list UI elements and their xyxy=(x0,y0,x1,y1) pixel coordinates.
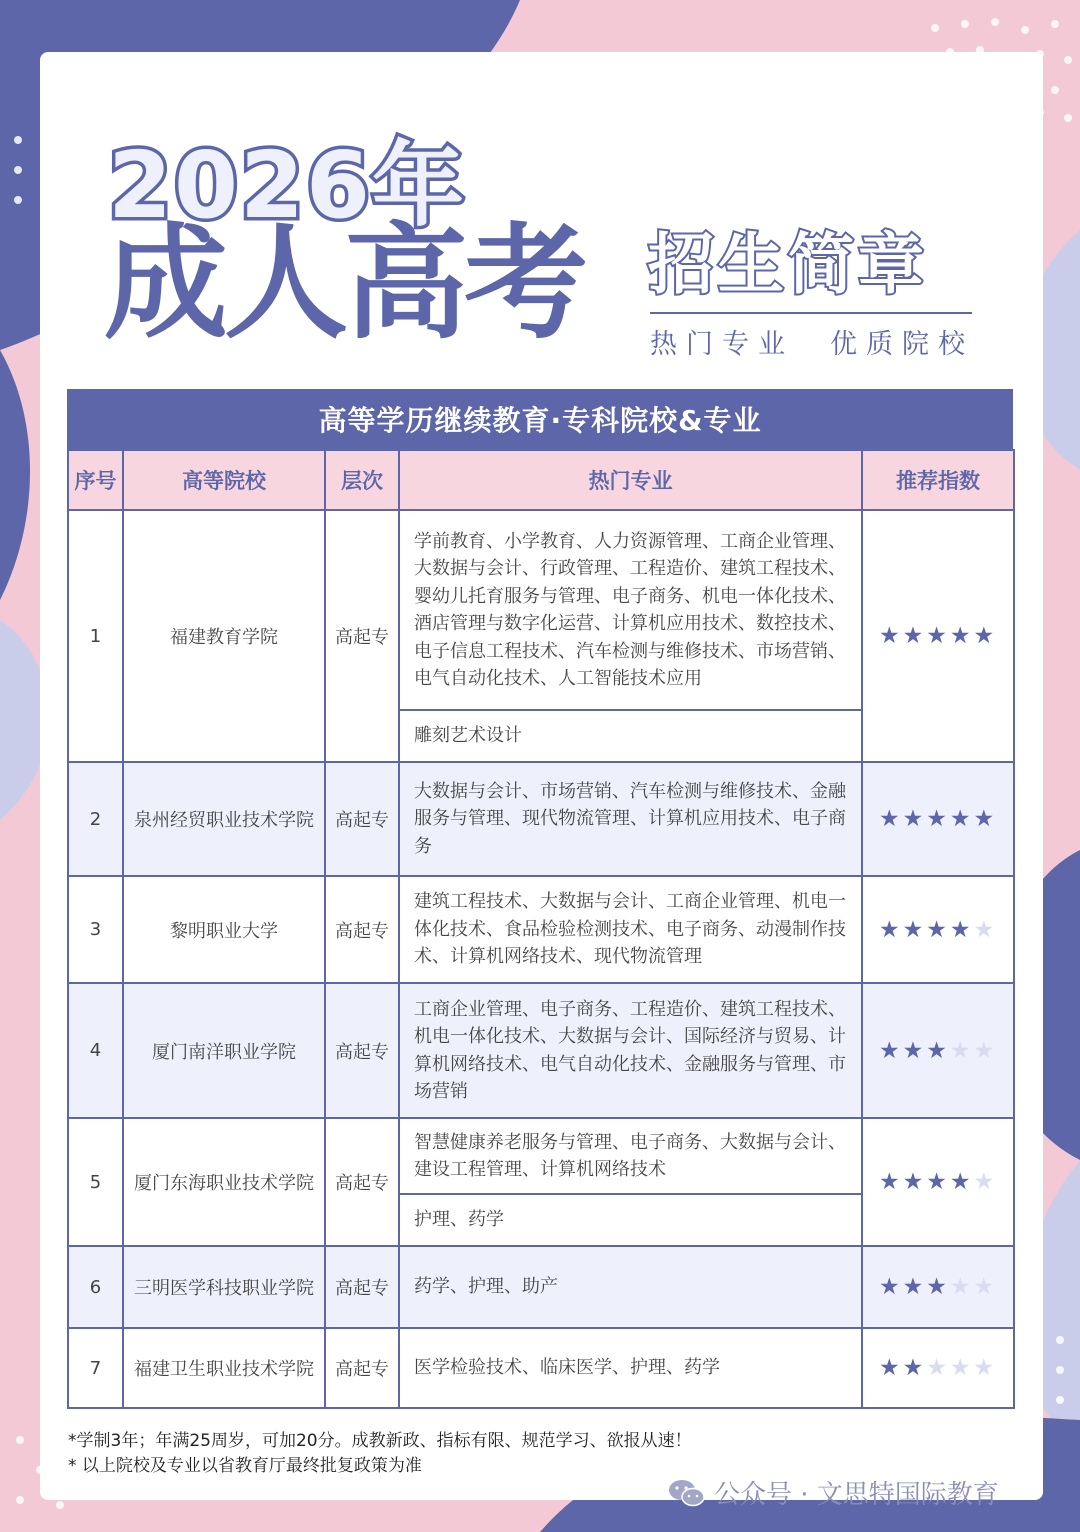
level: 高起专 xyxy=(325,762,399,876)
school-name: 黎明职业大学 xyxy=(123,876,325,983)
star-rating xyxy=(879,806,997,832)
star-empty-icon: ★ xyxy=(949,1355,974,1381)
level: 高起专 xyxy=(325,1118,399,1246)
majors: 建筑工程技术、大数据与会计、工商企业管理、机电一体化技术、食品检验检测技术、电子商务、动漫制作技术、计算机网络技术、现代物流管理 xyxy=(399,876,862,983)
level: 高起专 xyxy=(325,983,399,1118)
schools-table xyxy=(67,449,1015,1409)
star-filled-icon: ★ xyxy=(902,623,927,649)
star-filled-icon: ★ xyxy=(878,806,903,832)
star-empty-icon: ★ xyxy=(973,916,998,943)
table-header-row xyxy=(68,450,1014,510)
table-caption: 高等学历继续教育·专科院校&专业 xyxy=(67,389,1013,449)
school-name: 福建卫生职业技术学院 xyxy=(123,1328,325,1408)
title-divider xyxy=(650,312,972,314)
star-filled-icon: ★ xyxy=(878,1169,903,1195)
star-rating xyxy=(879,623,997,649)
rating xyxy=(862,510,1014,762)
col-header-majors: 热门专业 xyxy=(399,450,862,510)
level: 高起专 xyxy=(325,876,399,983)
star-filled-icon: ★ xyxy=(926,916,950,943)
rating xyxy=(862,876,1014,983)
star-rating xyxy=(879,1274,997,1300)
table-row xyxy=(68,1118,1014,1194)
row-number: 1 xyxy=(68,510,123,762)
rating xyxy=(862,1246,1014,1328)
star-filled-icon: ★ xyxy=(973,623,998,649)
majors: 智慧健康养老服务与管理、电子商务、大数据与会计、建设工程管理、计算机网络技术 xyxy=(399,1118,862,1194)
star-filled-icon: ★ xyxy=(949,806,974,832)
row-number: 2 xyxy=(68,762,123,876)
star-filled-icon: ★ xyxy=(949,916,974,943)
table-row xyxy=(68,876,1014,983)
star-filled-icon: ★ xyxy=(878,916,903,943)
star-filled-icon: ★ xyxy=(902,1355,927,1381)
majors: 大数据与会计、市场营销、汽车检测与维修技术、金融服务与管理、现代物流管理、计算机应用技术、电子商务 xyxy=(399,762,862,876)
col-header-rating: 推荐指数 xyxy=(862,450,1014,510)
tagline: 热门专业 优质院校 xyxy=(650,329,974,360)
footer-watermark xyxy=(668,1474,999,1511)
table-row xyxy=(68,762,1014,876)
main-title: 成人高考 xyxy=(104,212,585,356)
note-line-1: *学制3年；年满25周岁，可加20分。成教新政、指标有限、规范学习、欲报从速！ xyxy=(68,1431,692,1451)
star-rating xyxy=(879,1169,997,1195)
star-filled-icon: ★ xyxy=(878,1274,903,1300)
school-name: 三明医学科技职业学院 xyxy=(123,1246,325,1328)
school-name: 福建教育学院 xyxy=(123,510,325,762)
star-filled-icon: ★ xyxy=(926,1274,950,1300)
star-filled-icon: ★ xyxy=(878,1037,903,1064)
star-empty-icon: ★ xyxy=(926,1355,950,1381)
rating xyxy=(862,1328,1014,1408)
rating xyxy=(862,762,1014,876)
wechat-icon xyxy=(668,1478,706,1508)
star-filled-icon: ★ xyxy=(949,1169,974,1195)
star-rating xyxy=(879,1355,997,1381)
star-empty-icon: ★ xyxy=(949,1274,974,1300)
footer-text: 公众号 · 文思特国际教育 xyxy=(714,1480,999,1510)
note-line-2: * 以上院校及专业以省教育厅最终批复政策为准 xyxy=(68,1456,422,1476)
table-row xyxy=(68,1328,1014,1408)
row-number: 4 xyxy=(68,983,123,1118)
level: 高起专 xyxy=(325,510,399,762)
table-row xyxy=(68,510,1014,710)
row-number: 3 xyxy=(68,876,123,983)
majors-extra: 雕刻艺术设计 xyxy=(399,710,862,762)
level: 高起专 xyxy=(325,1328,399,1408)
star-filled-icon: ★ xyxy=(902,916,927,943)
school-name: 厦门南洋职业学院 xyxy=(123,983,325,1118)
star-filled-icon: ★ xyxy=(902,1274,927,1300)
star-filled-icon: ★ xyxy=(926,806,950,832)
school-name: 泉州经贸职业技术学院 xyxy=(123,762,325,876)
star-empty-icon: ★ xyxy=(949,1037,974,1064)
col-header-school: 高等院校 xyxy=(123,450,325,510)
majors: 药学、护理、助产 xyxy=(399,1246,862,1328)
star-filled-icon: ★ xyxy=(878,1355,903,1381)
star-empty-icon: ★ xyxy=(973,1037,998,1064)
star-empty-icon: ★ xyxy=(973,1169,998,1195)
majors: 医学检验技术、临床医学、护理、药学 xyxy=(399,1328,862,1408)
star-filled-icon: ★ xyxy=(902,1037,927,1064)
col-header-no: 序号 xyxy=(68,450,123,510)
star-filled-icon: ★ xyxy=(973,806,998,832)
star-filled-icon: ★ xyxy=(902,1169,927,1195)
table-row xyxy=(68,1246,1014,1328)
star-filled-icon: ★ xyxy=(878,623,903,649)
row-number: 6 xyxy=(68,1246,123,1328)
school-name: 厦门东海职业技术学院 xyxy=(123,1118,325,1246)
majors: 学前教育、小学教育、人力资源管理、工商企业管理、大数据与会计、行政管理、工程造价、建筑工程技术、婴幼儿托育服务与管理、电子商务、机电一体化技术、酒店管理与数字化运营、计算机应用技术、数控技术、电子信息工程技术、汽车检测与维修技术、市场营销、电气自动化技术、人工智能技术应用 xyxy=(399,510,862,710)
rating xyxy=(862,983,1014,1118)
row-number: 7 xyxy=(68,1328,123,1408)
star-filled-icon: ★ xyxy=(926,1169,950,1195)
star-empty-icon: ★ xyxy=(973,1355,998,1381)
star-filled-icon: ★ xyxy=(926,1037,950,1064)
star-rating xyxy=(879,1038,997,1064)
star-filled-icon: ★ xyxy=(926,623,950,649)
year-title: 2026年 xyxy=(108,132,467,239)
star-filled-icon: ★ xyxy=(902,806,927,832)
col-header-level: 层次 xyxy=(325,450,399,510)
star-rating xyxy=(879,917,997,943)
star-filled-icon: ★ xyxy=(949,623,974,649)
majors: 工商企业管理、电子商务、工程造价、建筑工程技术、机电一体化技术、大数据与会计、国际经济与贸易、计算机网络技术、电气自动化技术、金融服务与管理、市场营销 xyxy=(399,983,862,1118)
row-number: 5 xyxy=(68,1118,123,1246)
star-empty-icon: ★ xyxy=(973,1274,998,1300)
level: 高起专 xyxy=(325,1246,399,1328)
sub-title: 招生简章 xyxy=(648,226,928,303)
majors-extra: 护理、药学 xyxy=(399,1194,862,1246)
rating xyxy=(862,1118,1014,1246)
table-row xyxy=(68,983,1014,1118)
